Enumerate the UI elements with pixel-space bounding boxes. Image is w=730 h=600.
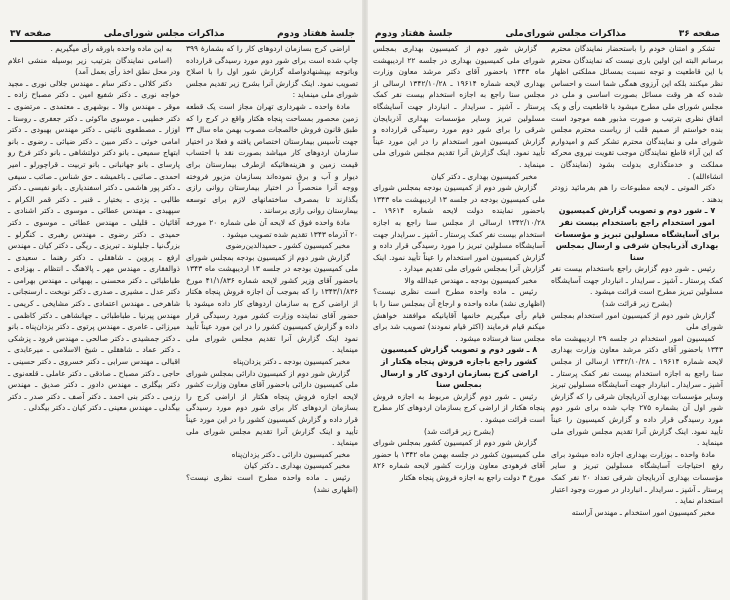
text-column [186,43,358,495]
page-header [10,25,355,42]
page-number: صفحه ۳۷ [10,29,52,39]
paragraph: کمیسیون امور استخدام در جلسه ۲۹ اردیبهشت ماه ۱۳۴۳ باحضور آقای دکتر مرشد معاون وزارت بهداری لایحه شماره ۱۹۶۱۴ ـ ۱۳۴۲/۱۰/۲۸ ارسالی از مجلس سنا راجع به اجازه استخدام بیست نفر کمک پرستار ـ آشپز ـ سرایدار ـ انباردار جهت آسایشگاه مسلولین تبریز وسایر مؤسسات بهداری آذربایجان شرقی را که گزارش شور اول آن بشماره ۲۷۵ چاپ شده برای شور دوم مورد رسیدگی قرار داده و گزارش کمیسیون را عیناً تأیید نمود. اینک گزارش آنرا تقدیم مجلس شورای ملی مینماید . [551,333,724,448]
paragraph: مخبر کمیسیون بهداری ـ دکتر کیان [431,171,537,181]
paragraph: گزارش شور دوم از کمیسیون بودجه بمجلس شورای ملی کمیسیون بودجه در جلسه ۱۳ اردیبهشت ماه ۱۳۴۳ باحضور آقای وزیر کشور لایحه شماره ۴۱/۱/۸۳۶ مورخ ۱۳۴۳/۱/۸۳۶ را که بموجب آن اجازه فروش پنجاه هکتار از اراضی کرج به سازمان اردوهای کار داده میشود با حضور آقای نماینده وزارت کشور مورد رسیدگی قرار داده و گزارش کمیسیون کشور را در این مورد عیناً تأیید نمود اینک گزارش آنرا تقدیم مجلس شورای ملی مینماید . [186,252,358,355]
paragraph: به این ماده واحده باورقه رأی میگیریم . [50,44,172,53]
section-heading: ۸ ـ شور دوم و تصویب گزارش کمیسیون کشور راجع باجازه فروش پنجاه هکتار از اراضی کرج بسازمان اردوی کار و ارسال بمجلس سنا [380,345,538,390]
paragraph: اراضی کرج بسازمان اردوهای کار را که بشمارهٔ ۳۹۹ چاپ شده است برای شور دوم مورد رسیدگی قرارداده وباتوجه بپیشنهادواصله گزارش شور اول را با اصلاح تصویب نمود. اینک گزارش آنرا بشرح زیر تقدیم مجلس شورای ملی مینماید : [186,44,358,100]
paragraph: مخبر کمیسیون بهداری ـ دکتر کیان [244,461,350,471]
paragraph: مادهٔ واحده ـ بوزارت بهداری اجازه داده میشود برای رفع احتیاجات آسایشگاه مسلولین تبریز و سایر مؤسسات بهداری آذربایجان شرقی تعداد ۲۰ نفر کمک پرستار ـ آشپز ـ سرایدار ـ انباردار در صورت وجود اعتبار استخدام نماید . [551,449,723,506]
session-title: جلسهٔ هفتاد ودوم [277,29,355,39]
paragraph: مخبر کمیسیون بودجه ـ مهندس عبدالله والا [404,275,537,285]
book-gutter [362,0,368,600]
paragraph: گزارش شور دوم از کمیسیون بودجه بمجلس شورای ملی کمیسیون بودجه در جلسه ۱۳ اردیبهشت ماه ۱۳۴۳ باحضور نماینده دولت لایحه شماره ۱۹۶۱۴ ـ ۱۳۴۲/۱۰/۲۸ ارسالی از مجلس سنا راجع به اجازه استخدام بیست نفر کمک پرستار ـ آشپز ـ سرایدار جهت آسایشگاه مسلولین تبریز را مورد رسیدگی قرار داده و گزارش کمیسیون امور استخدام را عیناً تأیید نمود. اینک گزارش آنرا بمجلس شورای ملی تقدیم میدارد . [373,183,545,274]
section-heading: ۷ ـ شور دوم و تصویب گزارش کمیسیون امور استخدام راجع باستخدام بیست نفر برای آسایشگاه مسلولین تبریز و مؤسسات بهداری آذربایجان شرقی و ارسال بمجلس سنا [554,206,720,262]
publication-title: مذاکرات مجلس شورای‌ملی [505,29,627,39]
paragraph: مخبر کمیسیون امور استخدام ـ مهندس آراسته [571,507,715,517]
paragraph: مادهٔ واحده ـ شهرداری تهران مجاز است یک قطعه زمین محصور بمساحت پنجاه هکتار واقع در کرج را که طبق قانون فروش خالصجات مصوب بهمن ماه سال ۳۴ جهت تأسیس بیمارستان اختصاص یافته و فعلا در اختیار سازمان اردوهای کار میباشد بصورت نقد با احتساب قیمت زمین و هزینه‌هائیکه ازطرف بیمارستان برای دیوار و آب و برق نموده‌اند بسازمان مزبور فروخته ووجه آنرا منحصراً در اختیار بیمارستان روانی رازی بگذارند تا بمصرف ساختمانهای لازم برای توسعه بیمارستان روانی رازی برسانند . [186,101,358,216]
paragraph: رئیس ـ ماده واحده مطرح است نظری نیست؟ (اظهاری نشد) ماده واحده و ارجاع آن بمجلس سنا را با قیام رأی میگیریم خانمها آقایانیکه موافقند خواهش میکنم قیام فرمایند (اکثر قیام نمودند) تصویب شد برای مجلس سنا فرستاده میشود . [373,287,545,343]
paragraph: گزارش شور دوم از کمیسیون بهداری بمجلس شورای ملی کمیسیون بهداری در جلسه ۲۲ اردیبهشت ماه ۱۳۴۳ باحضور آقای دکتر مرشد معاون وزارت بهداری لایحه شماره ۱۹۶۱۴ ـ ۱۳۴۲/۱۰/۲۸ ارسالی از مجلس سنا راجع به اجازه استخدام بیست نفر کمک پرستار ـ آشپز ـ سرایدار ـ انباردار جهت آسایشگاه مسلولین تبریز وسایر مؤسسات بهداری آذربایجان شرقی را برای شور دوم مورد رسیدگی قرارداده و گزارش کمیسیون امور استخدام را در این مورد عیناً تأیید نمود. اینک گزارش آنرا تقدیم مجلس شورای ملی مینماید . [373,44,545,169]
paragraph: مخبر کمیسیون کشور ـ حمیدالدین‌رضوی [225,241,350,251]
paragraph: دکتر الموتی ـ لایحه مطبوعات را هم بفرمائید زودتر بدهند . [551,183,723,204]
paragraph: (بشرح زیر قرائت شد) [423,426,495,436]
paragraph: رئیس ـ شور دوم گزارش مربوط به اجازه فروش پنجاه هکتار از اراضی کرج بسازمان اردوهای کار مطرح است قرائت میشود . [373,391,545,424]
page-header [375,25,720,42]
paragraph: رئیس ـ شور دوم گزارش راجع باستخدام بیست نفر کمک پرستار ـ آشپز ـ سرایدار ـ انباردار جهت آسایشگاه مسلولین تبریز مطرح است قرائت میشود . [551,264,723,297]
paragraph: (بشرح زیر قرائت شد) [601,299,673,309]
paragraph: تشکر و امتنان خودم را باستحضار نمایندگان محترم برسانم البته این اولین باری نیست که نمایندگان محترم با این قاطعیت و توجه نسبت بمسائل مملکتی اظهار نظر میکنند بلکه این آرزوی همگی شما است و احساس شده که هر وقت مسائل بصورت اساسی و ملی در مجلس شورای ملی مطرح میشود با قاطعیت رأی و یک اتفاق نظری بترتیب و صورت مذبور همه موجود است بنده خواستم از صمیم قلب از ریاست محترم مجلس شورای ملی و نمایندگان محترم تشکر کنم و امیدوارم که این آراء قاطع نمایندگان موجب تقویت نیروی محرکه مملکت و خدمتگذاری بدولت بشود (نمایندگان ـ انشاءالله) . [551,44,723,181]
text-column [373,43,545,484]
paragraph: مخبر کمیسیون بودجه ـ دکتر یزدان‌پناه [233,357,350,367]
paragraph: (اسامی نمایندگان بترتیب زیر بوسیله منشی اعلام ودر محل نطق اخذ رأی بعمل آمد) [8,55,180,77]
publication-title: مذاکرات مجلس شورای‌ملی [103,29,225,39]
paragraph: گزارش شور دوم از کمیسیون دارائی بمجلس شورای ملی کمیسیون دارائی باحضور آقای معاون وزارت کشور لایحه اجازه فروش پنجاه هکتار از اراضی کرج را بسازمان اردوهای کار برای شور دوم مورد رسیدگی قرار داده و گزارش کمیسیون کشور را در این مورد عیناً تأیید و اینک گزارش آنرا تقدیم مجلس شورای ملی مینماید . [186,368,358,448]
paragraph: مخبر کمیسیون دارائی ـ دکتر یزدان‌پناه [231,449,350,459]
text-column [551,43,723,518]
paragraph: گزارش شور دوم از کمیسیون کشور بمجلس شورای ملی کمیسیون کشور در جلسه بهمن ماه ۱۳۴۲ با حضور آقای فرهودی معاون وزارت کشور لایحه شماره ۸۲۶ مورخ ۳ دولت راجع به اجازه فروش پنجاه هکتار [373,438,545,482]
paragraph: مادهٔ واحده فوق که لایحه آن طی شماره ۲۰ مورخه ۲۰ آذرماه ۱۳۴۳ تقدیم شده تصویب میشود . [186,217,358,239]
paragraph: گزارش شور دوم از کمیسیون امور استخدام بمجلس شورای ملی [551,310,723,332]
session-title: جلسهٔ هفتاد ودوم [375,29,453,39]
paragraph: دکتر کلالی ـ دکتر سام ـ مهندس جلالی نوری ـ مجید خواجه نوری ـ دکتر شفیع امین ـ دکتر مصباح زاده ـ موقر ـ مهندس والا ـ بوشهری ـ معتمدی ـ مرتضوی ـ دکتر خطیبی ـ موسوی ماکوئی ـ دکتر جعفری ـ روستا ـ اوزار ـ مصطفوی نائینی ـ دکتر مهندس بهبودی ـ دکتر امامی خوئی ـ دکتر مبین ـ دکتر ضیائی ـ رضوی ـ بانو ابتهاج سمیعی ـ بانو دکتر دولتشاهی ـ بانو دکتر فرخ رو پارسای ـ بانو جهانبانی ـ بانو تربیت ـ قراچورلو ـ امیر احمدی ـ صائبی ـ باغمیشه ـ حق شناس ـ صائب ـ سیفی ـ دکتر پور هاشمی ـ دکتر اسفندیاری ـ بانو نفیسی ـ دکتر طالبی ـ یزدی ـ بختیار ـ قنبر ـ دکتر قمر الکرام ـ سپهبدی ـ مهندس عطائی ـ موسوی ـ دکتر اشنادی ـ آقائیان ـ قلیلی ـ مهندس عطائی ـ موسوی ـ دکتر حمیدی ـ دکتر رضوی ـ مهندس رهبری ـ کنگرلو ـ بزرگ‌نیا ـ جلیلوند ـ تبریزی ـ ریگی ـ دکتر کیان ـ مهندس ارفع ـ پروین ـ شاهقلی ـ دکتر رهنما ـ سعیدی ـ ذوالفقاری ـ مهندس مهر ـ پالاهنگ ـ انتظام ـ بهزادی ـ طباطبائی ـ دکتر محسنی ـ بهبهانی ـ مهندس بهرامی ـ دکتر عدل ـ مشیری ـ صدری ـ دکتر نوبخت ـ ارسنجانی ـ شاهرخی ـ مهندس اعتمادی ـ دکتر مشایخی ـ کریمی ـ مهندس پیرنیا ـ طباطبائی ـ جهانشاهی ـ دکتر کاظمی ـ میرزائی ـ عامری ـ مهندس پرتوی ـ دکتر یزدان‌پناه ـ بانو ـ دکتر جمشیدی ـ دکتر صالحی ـ مهندس فرود ـ پزشکی ـ دکتر عماد ـ شاهقلی ـ شیخ الاسلامی ـ میرعابدی ـ اقبالی ـ مهندس سرابی ـ دکتر خسروی ـ دکتر حسینی ـ حاجی ـ دکتر مصباح ـ صادقی ـ دکتر عاملی ـ قلعه‌نوی ـ دکتر بیگلری ـ مهندس دادور ـ دکتر صدیق ـ مهندس رزمی ـ دکتر بنی احمد ـ دکتر آصف ـ دکتر صدر ـ دکتر بیگدلی ـ مهندس معینی ـ دکتر کیان ـ دکتر بیگدلی . [8,78,180,413]
page-number: صفحه ۳۶ [678,29,720,39]
right-page [365,0,730,600]
text-column [8,43,180,414]
paragraph: رئیس ـ ماده واحده مطرح است نظری نیست؟ (اظهاری نشد) [186,472,358,494]
